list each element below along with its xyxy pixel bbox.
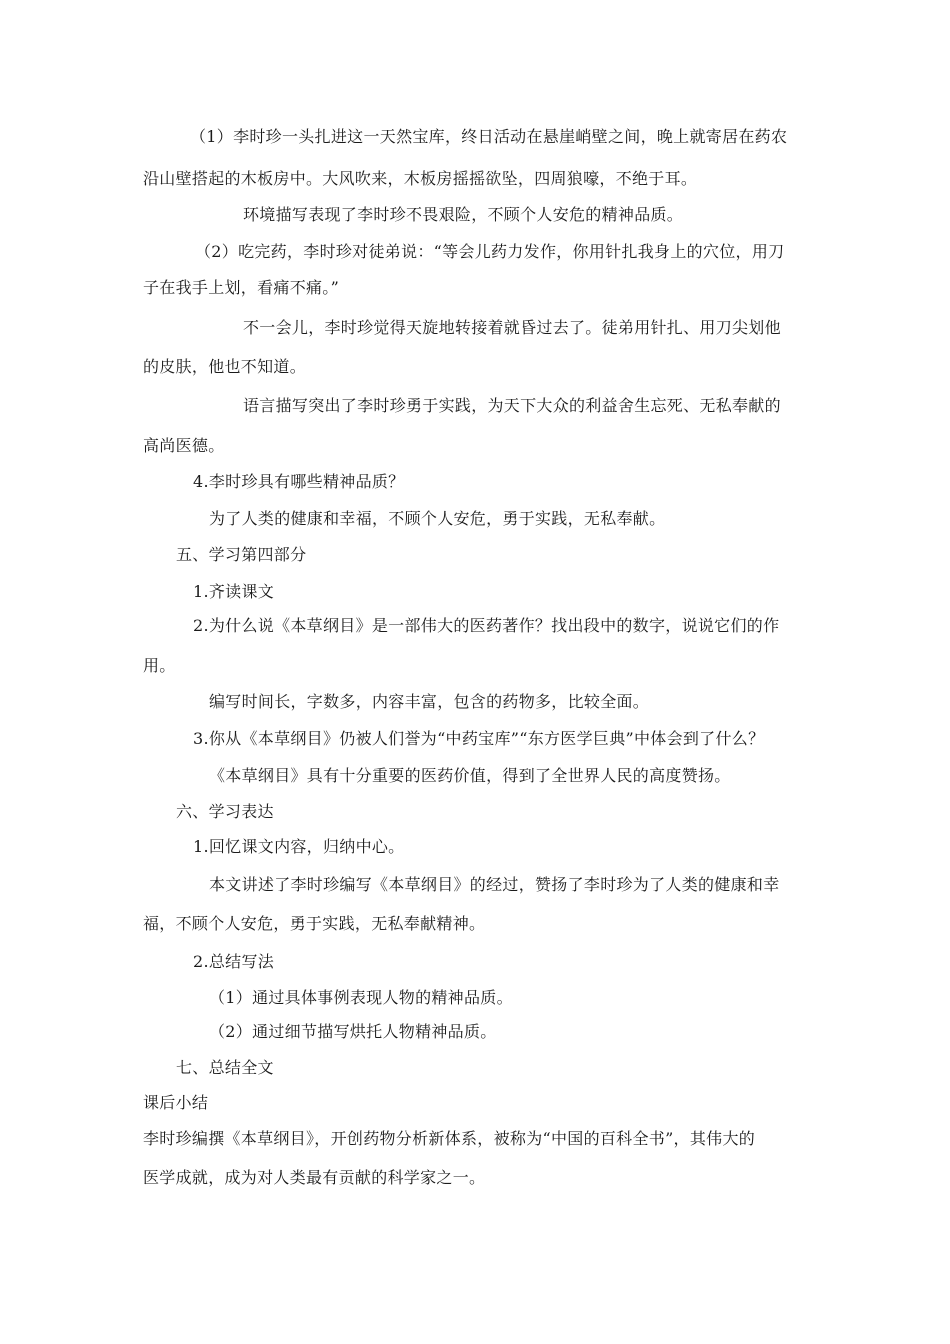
text-line: 医学成就，成为对人类最有贡献的科学家之一。 — [143, 1168, 486, 1187]
text-line: 语言描写突出了李时珍勇于实践，为天下大众的利益舍生忘死、无私奉献的 — [243, 396, 781, 415]
text-line: （1）李时珍一头扎进这一天然宝库，终日活动在悬崖峭壁之间，晚上就寄居在药农 — [190, 127, 788, 146]
text-line: 2.总结写法 — [193, 952, 275, 971]
text-line: 环境描写表现了李时珍不畏艰险，不顾个人安危的精神品质。 — [243, 205, 684, 224]
text-line: 子在我手上划，看痛不痛。” — [143, 278, 340, 297]
text-line: 李时珍编撰《本草纲目》，开创药物分析新体系，被称为“中国的百科全书”，其伟大的 — [143, 1129, 756, 1148]
text-line: 《本草纲目》具有十分重要的医药价值，得到了全世界人民的高度赞扬。 — [209, 766, 731, 785]
text-line: 3.你从《本草纲目》仍被人们誉为“中药宝库”“东方医学巨典”中体会到了什么？ — [193, 729, 765, 748]
text-line: 的皮肤，他也不知道。 — [143, 357, 307, 376]
section-heading: 五、学习第四部分 — [176, 545, 307, 564]
text-line: 2.为什么说《本草纲目》是一部伟大的医药著作？找出段中的数字，说说它们的作 — [193, 616, 780, 635]
section-heading: 七、总结全文 — [176, 1058, 274, 1077]
section-heading: 六、学习表达 — [176, 802, 274, 821]
text-line: 编写时间长，字数多，内容丰富，包含的药物多，比较全面。 — [209, 692, 650, 711]
text-line: 本文讲述了李时珍编写《本草纲目》的经过，赞扬了李时珍为了人类的健康和幸 — [209, 875, 780, 894]
text-line: 用。 — [143, 656, 176, 675]
text-line: （1）通过具体事例表现人物的精神品质。 — [209, 988, 513, 1007]
text-line: 高尚医德。 — [143, 436, 225, 455]
text-line: 福，不顾个人安危，勇于实践，无私奉献精神。 — [143, 914, 486, 933]
text-line: （2）通过细节描写烘托人物精神品质。 — [209, 1022, 497, 1041]
text-line: （2）吃完药，李时珍对徒弟说：“等会儿药力发作，你用针扎我身上的穴位，用刀 — [195, 242, 785, 261]
text-line: 1.齐读课文 — [193, 582, 275, 601]
text-line: 沿山壁搭起的木板房中。大风吹来，木板房摇摇欲坠，四周狼嚎，不绝于耳。 — [143, 169, 698, 188]
section-heading: 课后小结 — [143, 1093, 209, 1112]
text-line: 4.李时珍具有哪些精神品质？ — [193, 472, 405, 491]
text-line: 不一会儿，李时珍觉得天旋地转接着就昏过去了。徒弟用针扎、用刀尖划他 — [243, 318, 781, 337]
text-line: 为了人类的健康和幸福，不顾个人安危，勇于实践，无私奉献。 — [209, 509, 666, 528]
text-line: 1.回忆课文内容，归纳中心。 — [193, 837, 405, 856]
